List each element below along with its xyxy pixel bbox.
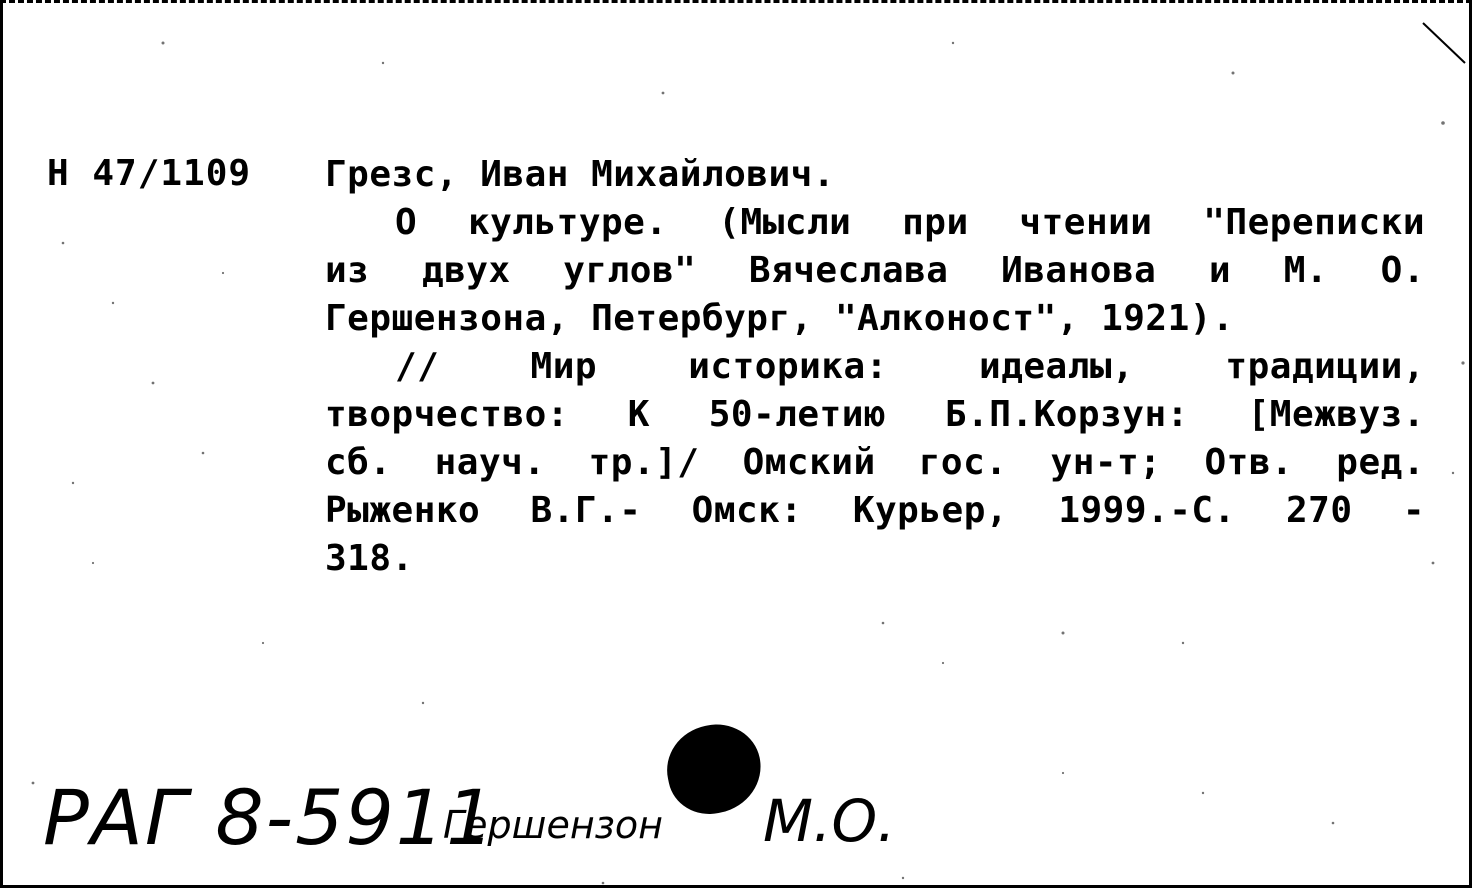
handwritten-code: РАГ 8-5911 xyxy=(43,773,497,862)
title-line-1: О культуре. (Мысли при чтении "Переписки xyxy=(395,202,1425,243)
handwritten-name: Гершензон xyxy=(443,803,663,847)
handwritten-note xyxy=(43,773,943,883)
source-line-4: Рыженко В.Г.- Омск: Курьер, 1999.-С. 270 - xyxy=(325,490,1425,531)
bibliographic-entry xyxy=(325,151,1425,583)
author-heading: Грезс, Иван Михайлович. xyxy=(325,154,835,195)
handwritten-initials: М.О. xyxy=(763,787,896,855)
title-line-2: из двух углов" Вячеслава Иванова и М. О. xyxy=(325,250,1425,291)
source-line-3: сб. науч. тр.]/ Омский гос. ун-т; Отв. ред. xyxy=(325,442,1425,483)
source-line-5: 318. xyxy=(325,538,414,579)
shelfmark: Н 47/1109 xyxy=(47,153,252,194)
source-line-2: творчество: К 50-летию Б.П.Корзун: [Межвуз. xyxy=(325,394,1425,435)
source-line-1: // Мир историка: идеалы, традиции, xyxy=(395,346,1425,387)
title-line-3: Гершензона, Петербург, "Алконост", 1921). xyxy=(325,298,1235,339)
